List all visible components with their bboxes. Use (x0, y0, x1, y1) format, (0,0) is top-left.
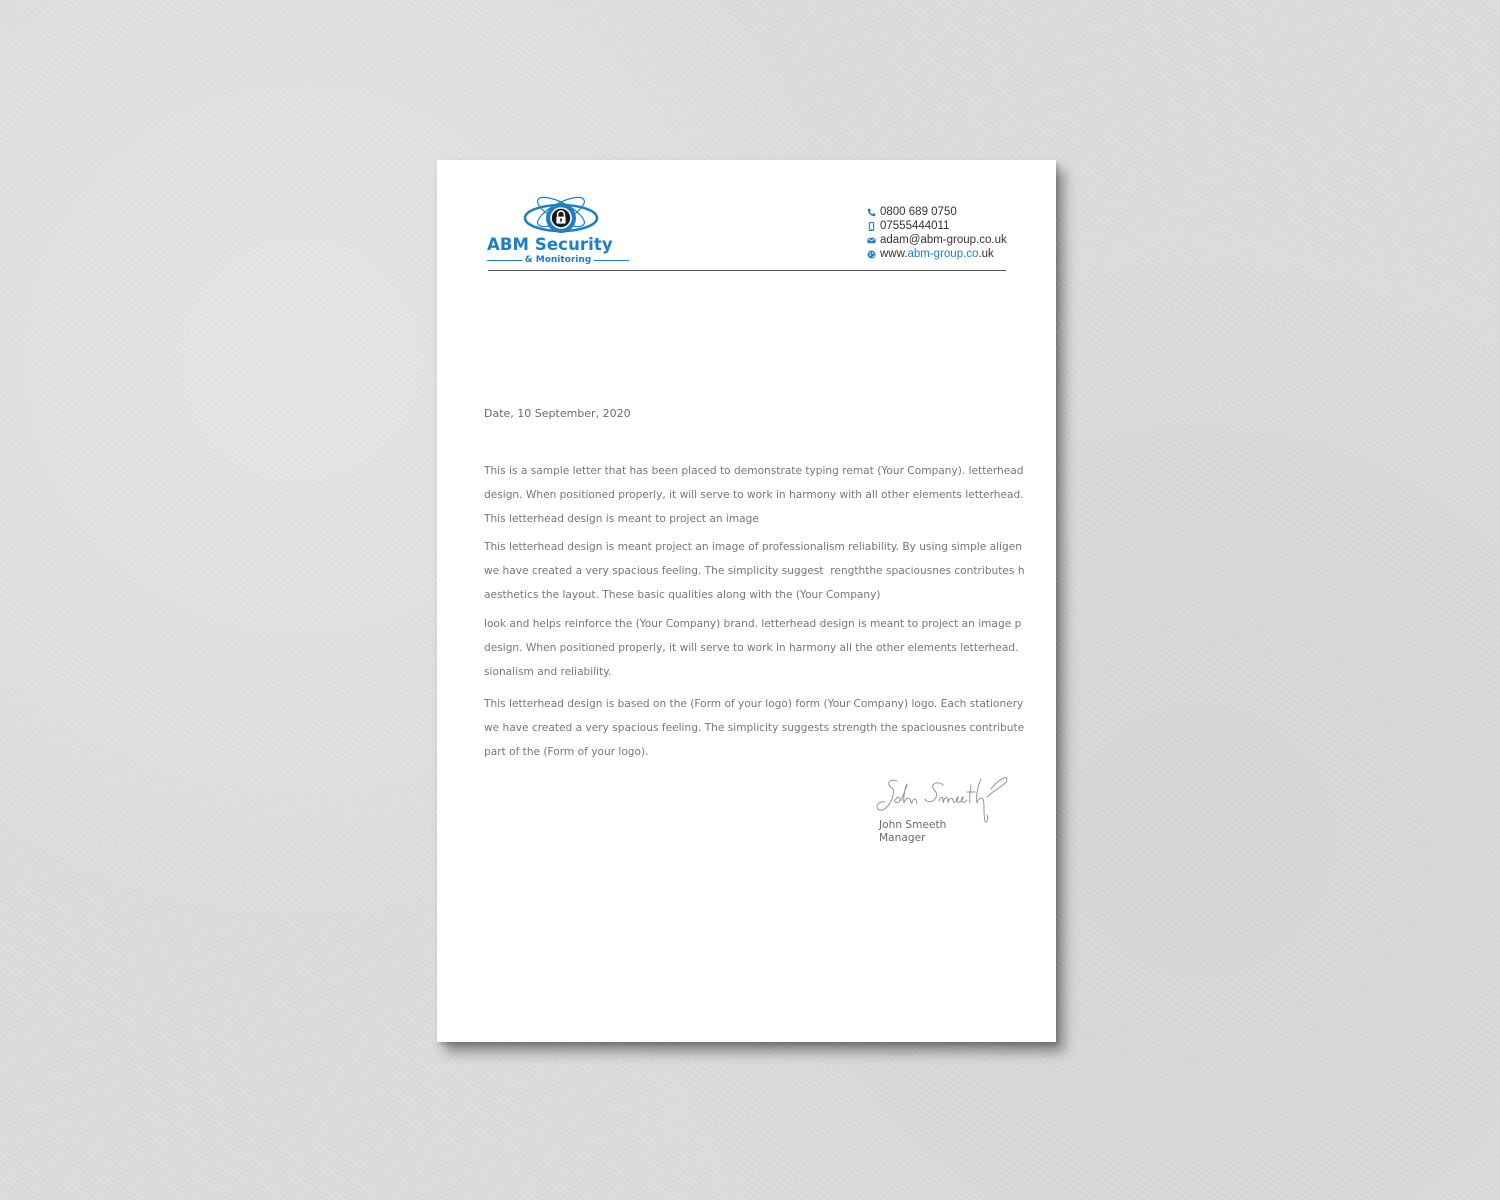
paragraph-line: aesthetics the layout. These basic qualities along with the (Your Company) (484, 589, 881, 601)
phone-number: 0800 689 0750 (880, 206, 957, 218)
mobile-icon (866, 221, 876, 231)
tagline-left-rule (487, 260, 522, 261)
mobile-number: 07555444011 (880, 220, 950, 232)
paragraph-line: This is a sample letter that has been placed to demonstrate typing remat (Your Company). letterhead (484, 465, 1024, 477)
contact-block (866, 205, 1026, 261)
website-prefix: www. (880, 248, 908, 260)
envelope-icon (866, 235, 876, 245)
paragraph-line: design. When positioned properly, it will serve to work in harmony all the other elements letterhead. (484, 642, 1019, 654)
paragraph-line: look and helps reinforce the (Your Company) brand. letterhead design is meant to project an image p (484, 618, 1022, 630)
paragraph-line: This letterhead design is based on the (Form of your logo) form (Your Company) logo. Each stationery (484, 698, 1024, 710)
company-name: ABM Security (487, 235, 613, 254)
letter-paragraph-1 (484, 459, 1024, 531)
company-tagline: & Monitoring (524, 255, 592, 265)
tagline-right-rule (594, 260, 629, 261)
signer-title: Manager (879, 832, 926, 844)
padlock-orbit-icon (523, 188, 599, 240)
paragraph-line: This letterhead design is meant project an image of professionalism reliability. By using simple aligen (484, 541, 1022, 553)
website-domain: abm-group.co (907, 248, 979, 260)
globe-icon (866, 249, 876, 259)
contact-mobile (866, 219, 1026, 233)
header-divider (488, 270, 1006, 271)
paragraph-line: sionalism and reliability. (484, 666, 612, 678)
contact-website (866, 247, 1026, 261)
company-tagline-row (487, 254, 629, 266)
paragraph-line: design. When positioned properly, it will serve to work in harmony with all other elements letterhead. (484, 489, 1024, 501)
signer-name: John Smeeth (879, 819, 947, 831)
letter-date: Date, 10 September, 2020 (484, 407, 631, 420)
paragraph-line: This letterhead design is meant to project an image (484, 513, 759, 525)
email-address[interactable]: adam@abm-group.co.uk (880, 234, 1007, 246)
paragraph-line: we have created a very spacious feeling. The simplicity suggests strength the spaciousnes contribute (484, 722, 1025, 734)
paragraph-line: we have created a very spacious feeling. The simplicity suggest rengththe spaciousnes contributes h (484, 565, 1025, 577)
contact-phone (866, 205, 1026, 219)
company-logo (487, 188, 632, 266)
contact-email (866, 233, 1026, 247)
handwritten-signature (873, 775, 1013, 825)
phone-icon (866, 207, 876, 217)
website-suffix: .uk (978, 248, 994, 260)
letter-paragraph-3 (484, 612, 1024, 684)
paragraph-line: part of the (Form of your logo). (484, 746, 649, 758)
letterhead-sheet (437, 160, 1056, 1042)
letter-paragraph-4 (484, 692, 1024, 764)
letter-paragraph-2 (484, 535, 1024, 607)
website-link[interactable] (880, 248, 994, 260)
signer-block (879, 819, 946, 845)
